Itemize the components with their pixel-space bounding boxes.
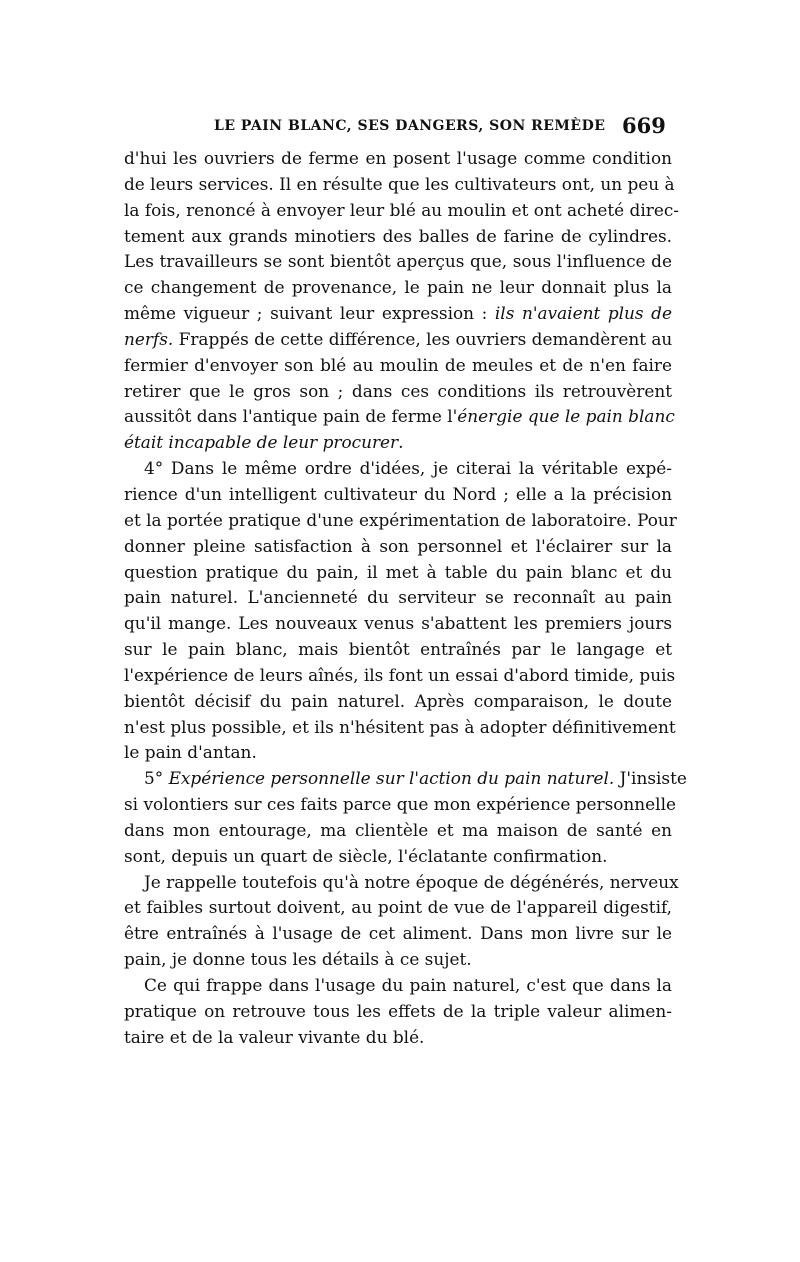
text-line: 5° Expérience personnelle sur l'action du pain naturel. J'insiste (144, 768, 687, 789)
text-line: pratique on retrouve tous les effets de la triple valeur alimen- (124, 1000, 672, 1021)
text-line: sont, depuis un quart de siècle, l'éclatante confirmation. (124, 845, 608, 866)
text-line: l'expérience de leurs aînés, ils font un essai d'abord timide, puis (124, 664, 676, 685)
text-line: question pratique du pain, il met à table du pain blanc et du (124, 561, 672, 582)
text-line: Ce qui frappe dans l'usage du pain naturel, c'est que dans la (144, 975, 672, 995)
text-line: taire et de la valeur vivante du blé. (124, 1026, 425, 1047)
running-header (185, 113, 685, 140)
text-line: était incapable de leur procurer. (124, 432, 404, 453)
text-line: ce changement de provenance, le pain ne leur donnait plus la (124, 277, 672, 298)
text-line: la fois, renoncé à envoyer leur blé au moulin et ont acheté direc- (124, 199, 679, 220)
text-line: être entraînés à l'usage de cet aliment. Dans mon livre sur le (124, 923, 672, 944)
text-line: d'hui les ouvriers de ferme en posent l'usage comme condition (124, 148, 672, 168)
italic-quote: ils n'avaient plus de (494, 303, 672, 324)
italic-phrase: énergie que le pain blanc (457, 406, 675, 427)
text-line: rience d'un intelligent cultivateur du Nord ; elle a la précision (124, 483, 672, 504)
text-line: 4° Dans le même ordre d'idées, je citerai la véritable expé- (144, 458, 672, 479)
italic-quote: nerfs. (124, 328, 174, 349)
text-line: Je rappelle toutefois qu'à notre époque de dégénérés, nerveux (144, 871, 679, 892)
text-line: fermier d'envoyer son blé au moulin de meules et de n'en faire (124, 354, 672, 375)
page-number: 669 (622, 113, 666, 138)
body-text (124, 146, 687, 1051)
text-line: si volontiers sur ces faits parce que mon expérience personnelle (124, 794, 676, 815)
text-line: même vigueur ; suivant leur expression : ils n'avaient plus de (124, 303, 672, 324)
text-line: et faibles surtout doivent, au point de vue de l'appareil digestif, (124, 897, 672, 918)
text-line: bientôt décisif du pain naturel. Après comparaison, le doute (124, 690, 672, 711)
text-line: Les travailleurs se sont bientôt aperçus que, sous l'influence de (124, 251, 672, 272)
text-line: nerfs. Frappés de cette différence, les ouvriers demandèrent au (124, 328, 673, 349)
text-line: dans mon entourage, ma clientèle et ma maison de santé en (124, 819, 672, 840)
text-line: sur le pain blanc, mais bientôt entraînés par le langage et (124, 639, 672, 660)
text-line: et la portée pratique d'une expérimentation de laboratoire. Pour (124, 509, 677, 530)
text-line: donner pleine satisfaction à son personnel et l'éclairer sur la (124, 535, 672, 556)
text-line: retirer que le gros son ; dans ces conditions ils retrouvèrent (124, 380, 672, 401)
section-heading: Expérience personnelle sur l'action du pain naturel. (168, 768, 615, 789)
text-line: pain, je donne tous les détails à ce sujet. (124, 949, 472, 970)
running-title: LE PAIN BLANC, SES DANGERS, SON REMÈDE (214, 118, 606, 134)
text-line: pain naturel. L'ancienneté du serviteur se reconnaît au pain (124, 587, 672, 608)
text-line: aussitôt dans l'antique pain de ferme l'énergie que le pain blanc (124, 406, 675, 427)
text-line: qu'il mange. Les nouveaux venus s'abattent les premiers jours (124, 613, 672, 634)
text-line: le pain d'antan. (124, 742, 257, 763)
text-line: tement aux grands minotiers des balles de farine de cylindres. (124, 225, 672, 246)
text-line: n'est plus possible, et ils n'hésitent pas à adopter définitivement (124, 716, 676, 737)
text-line: de leurs services. Il en résulte que les cultivateurs ont, un peu à (124, 173, 675, 194)
italic-phrase: était incapable de leur procurer (124, 432, 399, 453)
